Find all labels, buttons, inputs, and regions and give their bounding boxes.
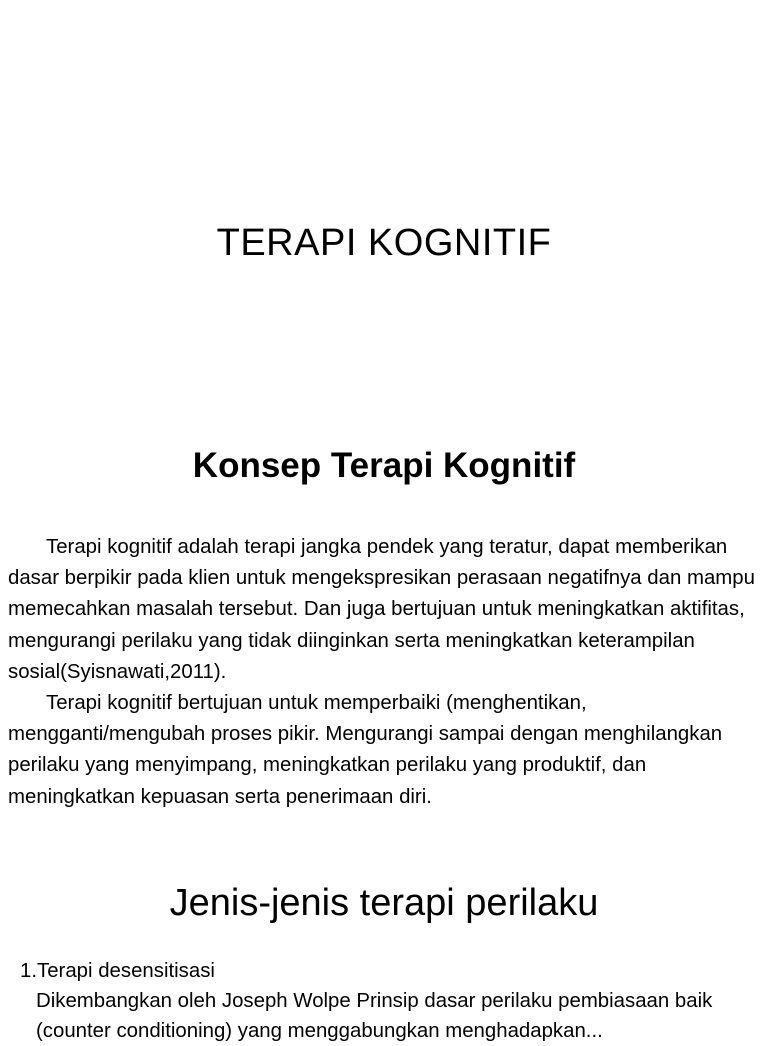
konsep-paragraph-1: Terapi kognitif adalah terapi jangka pendek yang teratur, dapat memberikan dasar berpikir pada klien untuk mengekspresikan perasaan negatifnya dan mampu memecahkan masalah tersebut. Dan juga bertujuan untuk meningkatkan aktifitas, mengurangi perilaku yang tidak diinginkan serta meningkatkan keterampilan sosial(Syisnawati,2011). [8, 536, 755, 683]
jenis-list [20, 956, 760, 1046]
jenis-heading: Jenis-jenis terapi perilaku [169, 882, 599, 924]
slide-konsep [0, 420, 768, 830]
list-item-text: Dikembangkan oleh Joseph Wolpe Prinsip dasar perilaku pembiasaan baik (counter conditioning) yang menggabungkan menghadapkan... [36, 990, 713, 1042]
presentation-title: TERAPI KOGNITIF [216, 222, 552, 264]
slide-title [0, 0, 768, 420]
list-item-title: 1.Terapi desensitisasi [20, 960, 215, 982]
konsep-paragraph-2: Terapi kognitif bertujuan untuk memperbaiki (menghentikan, mengganti/mengubah proses pikir. Mengurangi sampai dengan menghilangkan perilaku yang menyimpang, meningkatkan perilaku yang produktif, dan meningkatkan kepuasan serta penerimaan diri. [8, 692, 723, 808]
konsep-heading: Konsep Terapi Kognitif [192, 446, 576, 485]
konsep-body [8, 532, 760, 813]
slide-jenis [0, 830, 768, 1042]
